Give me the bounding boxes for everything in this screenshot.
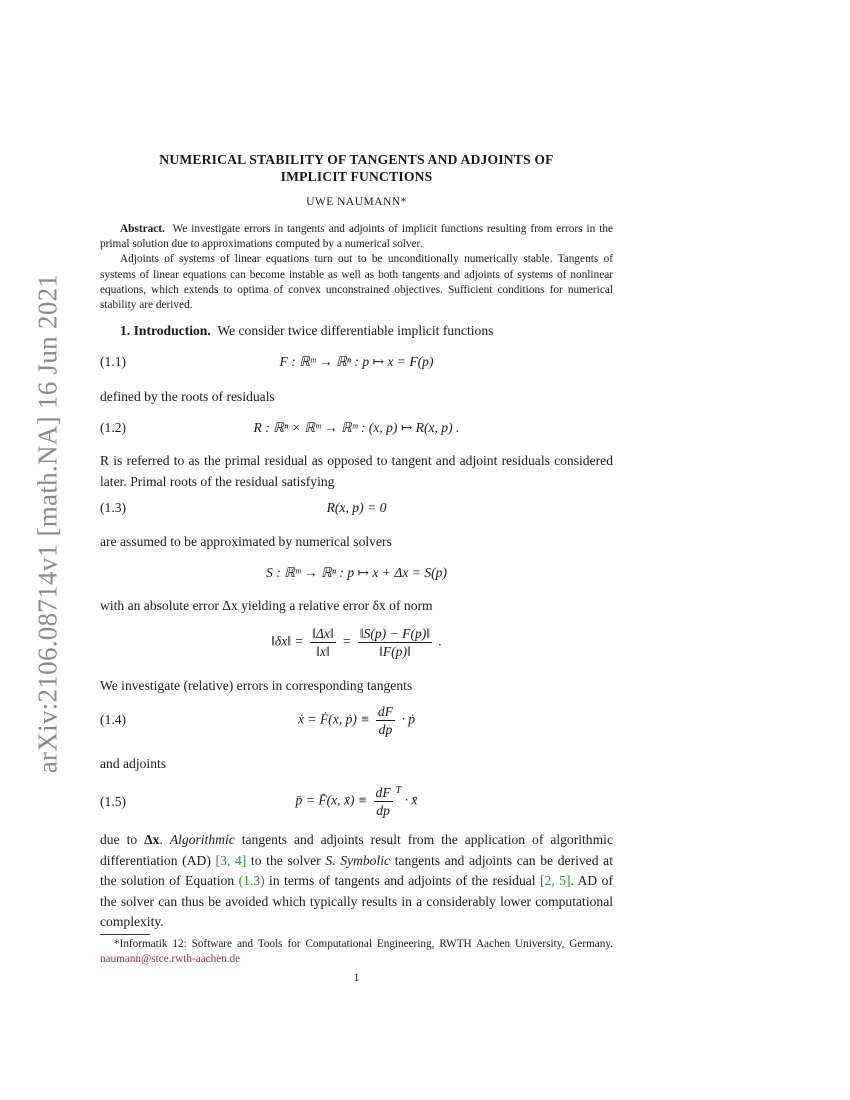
eq-lhs: ẋ = Ḟ(x, ṗ) ≡: [297, 711, 370, 727]
frac-denominator: ‖x‖: [316, 644, 330, 659]
text-assumed: are assumed to be approximated by numerical solvers: [100, 534, 392, 549]
abstract-p1: We investigate errors in tangents and adjoints of implicit functions resulting from errors in the primal solution due to approximations computed by a numerical solver.: [100, 223, 613, 251]
equation-norm: [100, 625, 613, 665]
norm-eq: =: [342, 633, 352, 649]
equation-number: (1.5): [100, 794, 127, 809]
text-run: to the solver: [246, 852, 326, 868]
frac-numerator: ‖Δx‖: [312, 626, 334, 641]
citation-link[interactable]: [2, 5]: [540, 873, 571, 888]
equation-number: (1.1): [100, 354, 127, 369]
equation-1-2: [100, 420, 613, 444]
eq-rhs: · x̄: [404, 792, 418, 808]
title-line-2: IMPLICIT FUNCTIONS: [280, 169, 433, 184]
paper-title: [100, 151, 613, 185]
frac-numerator: dF: [375, 785, 391, 800]
text-defined: defined by the roots of residuals: [100, 389, 275, 404]
text-run: S. Symbolic: [325, 852, 391, 868]
section-heading: 1. Introduction.: [120, 323, 211, 338]
abstract-p2: Adjoints of systems of linear equations turn out to be unconditionally numerically stable. Tangents of systems of linear equations can become instable as well as both tangents and adjoints of systems of nonlinear equations, which extends to optima of convex unconstrained objectives. Sufficient conditions for numerical stability are derived.: [100, 253, 613, 312]
norm-end: .: [438, 633, 442, 649]
frac-denominator: dp: [378, 722, 393, 737]
footnote-rule: [100, 934, 150, 935]
text-run: Δx: [144, 832, 160, 847]
equation-body: R(x, p) = 0: [326, 500, 387, 515]
paragraph-intro: [100, 830, 613, 933]
text-referred: R is referred to as the primal residual as opposed to tangent and adjoint residuals considered later. Primal roots of the residual satisfying: [100, 453, 613, 489]
equation-1-3: [100, 500, 613, 524]
page-number: 1: [353, 972, 360, 984]
eq-lhs: p̄ = F̄(x, x̄) ≡: [295, 792, 368, 808]
norm-lhs: ‖δx‖ =: [271, 633, 304, 649]
author: UWE NAUMANN*: [306, 196, 407, 208]
equation-solver: [100, 565, 613, 589]
frac-denominator: ‖F(p)‖: [379, 644, 411, 659]
frac-denominator: dp: [376, 803, 390, 818]
equation-number: (1.4): [100, 712, 127, 727]
arxiv-stamp: arXiv:2106.08714v1 [math.NA] 16 Jun 2021: [32, 273, 63, 774]
equation-body: R : ℝⁿ × ℝᵐ → ℝᵐ : (x, p) ↦ R(x, p) .: [253, 420, 460, 435]
text-run: due to: [100, 832, 145, 847]
text-run: tangents and adjoints can be derived at the solution of Equation: [100, 852, 613, 888]
footnote: [100, 937, 613, 967]
abstract-label: Abstract.: [120, 223, 165, 235]
frac-numerator: ‖S(p) − F(p)‖: [359, 626, 431, 641]
text-run: tangents and adjoints result from the application of algorithmic differentiation (AD): [100, 832, 613, 868]
equation-1-5: [100, 784, 613, 824]
intro-line: [100, 321, 613, 342]
text-run: in terms of tangents and adjoints of the residual: [264, 873, 541, 888]
text-run: . AD of the solver can thus be avoided which typically results in a considerably lower computational complexity.: [100, 873, 613, 929]
abstract: [100, 222, 613, 313]
equation-link[interactable]: (1.3): [238, 873, 265, 888]
equation-number: (1.3): [100, 500, 127, 515]
citation-link[interactable]: [3, 4]: [215, 852, 247, 868]
text-and-adjoints: and adjoints: [100, 756, 167, 771]
text-run: Algorithmic: [169, 832, 235, 847]
frac-numerator: dF: [377, 704, 394, 719]
text-investigate: We investigate (relative) errors in corresponding tangents: [100, 678, 413, 693]
equation-number: (1.2): [100, 420, 127, 435]
intro-text: We consider twice differentiable implicit functions: [217, 323, 494, 338]
eq-rhs: · ṗ: [401, 711, 416, 727]
equation-1-1: [100, 354, 613, 378]
footnote-text: *Informatik 12: Software and Tools for Computational Engineering, RWTH Aachen University, Germany.: [114, 938, 613, 950]
equation-1-4: [100, 703, 613, 743]
equation-body: S : ℝᵐ → ℝⁿ : p ↦ x + Δx = S(p): [266, 565, 447, 580]
text-run: .: [159, 832, 170, 847]
transpose-sup: T: [395, 785, 402, 797]
title-line-1: NUMERICAL STABILITY OF TANGENTS AND ADJOINTS OF: [159, 152, 554, 167]
equation-body: F : ℝᵐ → ℝⁿ : p ↦ x = F(p): [279, 354, 434, 369]
text-abs-error: with an absolute error Δx yielding a relative error δx of norm: [100, 598, 433, 613]
email-link[interactable]: naumann@stce.rwth-aachen.de: [100, 953, 241, 965]
